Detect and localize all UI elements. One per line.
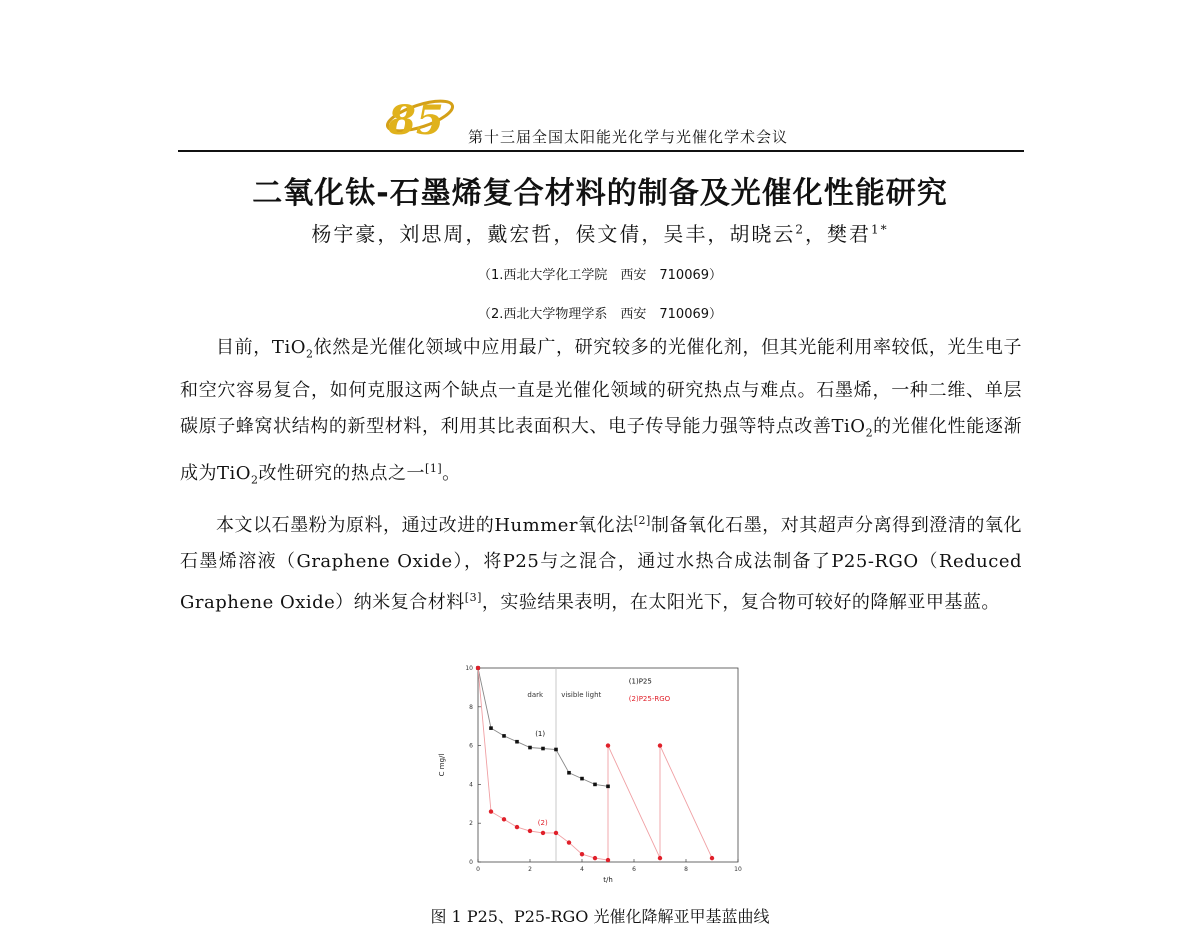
data-point-p25: [489, 726, 493, 730]
series-label-2: (2): [537, 819, 548, 828]
data-point-p25-rgo: [554, 831, 558, 835]
data-point-p25: [606, 785, 610, 789]
data-point-p25: [554, 748, 558, 752]
chart-axes: [465, 665, 742, 873]
x-tick-label: 6: [632, 866, 636, 873]
annotation-visible-light: visible light: [561, 691, 602, 700]
affiliation-2: （2.西北大学物理学系 西安 710069）: [477, 307, 723, 322]
data-point-p25-rgo: [606, 858, 610, 862]
data-point-p25-rgo: [476, 666, 480, 670]
author-list: [0, 218, 1200, 247]
data-point-p25-rgo: [606, 743, 610, 747]
data-point-p25-rgo: [528, 829, 532, 833]
data-point-p25-rgo: [502, 817, 506, 821]
data-point-p25: [528, 746, 532, 750]
conference-logo: [382, 86, 462, 142]
data-point-p25: [593, 783, 597, 787]
y-tick-label: 0: [469, 859, 473, 866]
paper-title: 二氧化钛-石墨烯复合材料的制备及光催化性能研究: [252, 176, 948, 211]
y-axis-label: C mg/l: [438, 753, 446, 777]
affil-mark-1: 1*: [871, 222, 889, 237]
series-line-p25: [478, 668, 608, 786]
header-rule: [178, 150, 1024, 152]
annotation-dark: dark: [527, 691, 544, 700]
x-tick-label: 0: [476, 866, 480, 873]
data-point-p25: [567, 771, 571, 775]
data-point-p25-rgo: [580, 852, 584, 856]
data-point-p25: [502, 734, 506, 738]
x-tick-label: 2: [528, 866, 532, 873]
data-point-p25-rgo: [489, 809, 493, 813]
data-point-p25-rgo: [593, 856, 597, 860]
y-tick-label: 2: [469, 820, 473, 828]
x-axis-label: t/h: [603, 876, 613, 884]
paragraph-2: 本文以石墨粉为原料，通过改进的Hummer氧化法[2]制备氧化石墨，对其超声分离得到澄清的氧化石墨烯溶液（Graphene Oxide），将P25与之混合，通过水热合成法制备了P25-RGO（Reduced Graphene Oxide）纳米复合材料[3]，实验结果表明，在太阳光下，复合物可较好的降解亚甲基蓝。: [180, 513, 1022, 613]
author-corresponding: ，樊君: [805, 222, 871, 246]
logo-number: 85: [388, 97, 444, 142]
data-point-p25-rgo: [541, 831, 545, 835]
y-tick-label: 10: [465, 665, 473, 672]
affiliation-1: （1.西北大学化工学院 西安 710069）: [477, 268, 723, 283]
data-point-p25: [580, 777, 584, 781]
body-text: [180, 330, 1022, 621]
x-tick-label: 8: [684, 866, 688, 873]
data-point-p25-rgo: [658, 856, 662, 860]
affil-mark-2: 2: [795, 222, 805, 237]
y-tick-label: 6: [469, 742, 473, 750]
degradation-chart: [430, 656, 760, 888]
data-point-p25-rgo: [515, 825, 519, 829]
citation-2: [2]: [633, 513, 651, 527]
x-tick-label: 10: [734, 866, 742, 873]
series-label-1: (1): [535, 729, 546, 738]
x-tick-label: 4: [580, 866, 584, 873]
legend-p25-rgo: (2)P25-RGO: [628, 694, 671, 703]
legend-p25: (1)P25: [628, 677, 652, 686]
data-point-p25: [541, 747, 545, 751]
conference-name: 第十三届全国太阳能光化学与光催化学术会议: [468, 128, 789, 146]
data-point-p25-rgo: [658, 743, 662, 747]
y-tick-label: 4: [469, 781, 473, 789]
figure-caption: 图 1 P25、P25-RGO 光催化降解亚甲基蓝曲线: [430, 907, 770, 926]
data-point-p25: [515, 740, 519, 744]
citation-1: [1]: [425, 462, 443, 476]
author-names: 杨宇豪，刘思周，戴宏哲，侯文倩，吴丰，胡晓云: [311, 222, 796, 246]
data-point-p25-rgo: [567, 840, 571, 844]
citation-3: [3]: [464, 590, 482, 604]
data-point-p25-rgo: [710, 856, 714, 860]
y-tick-label: 8: [469, 703, 473, 711]
paragraph-1: 目前，TiO$_2$依然是光催化领域中应用最广，研究较多的光催化剂，但其光能利用率较低，光生电子和空穴容易复合，如何克服这两个缺点一直是光催化领域的研究热点与难点。石墨烯，一种二维、单层碳原子蜂窝状结构的新型材料，利用其比表面积大、电子传导能力强等特点改善TiO$_2$的光催化性能逐渐成为TiO$_2$改性研究的热点之一[1]。: [180, 337, 1022, 487]
